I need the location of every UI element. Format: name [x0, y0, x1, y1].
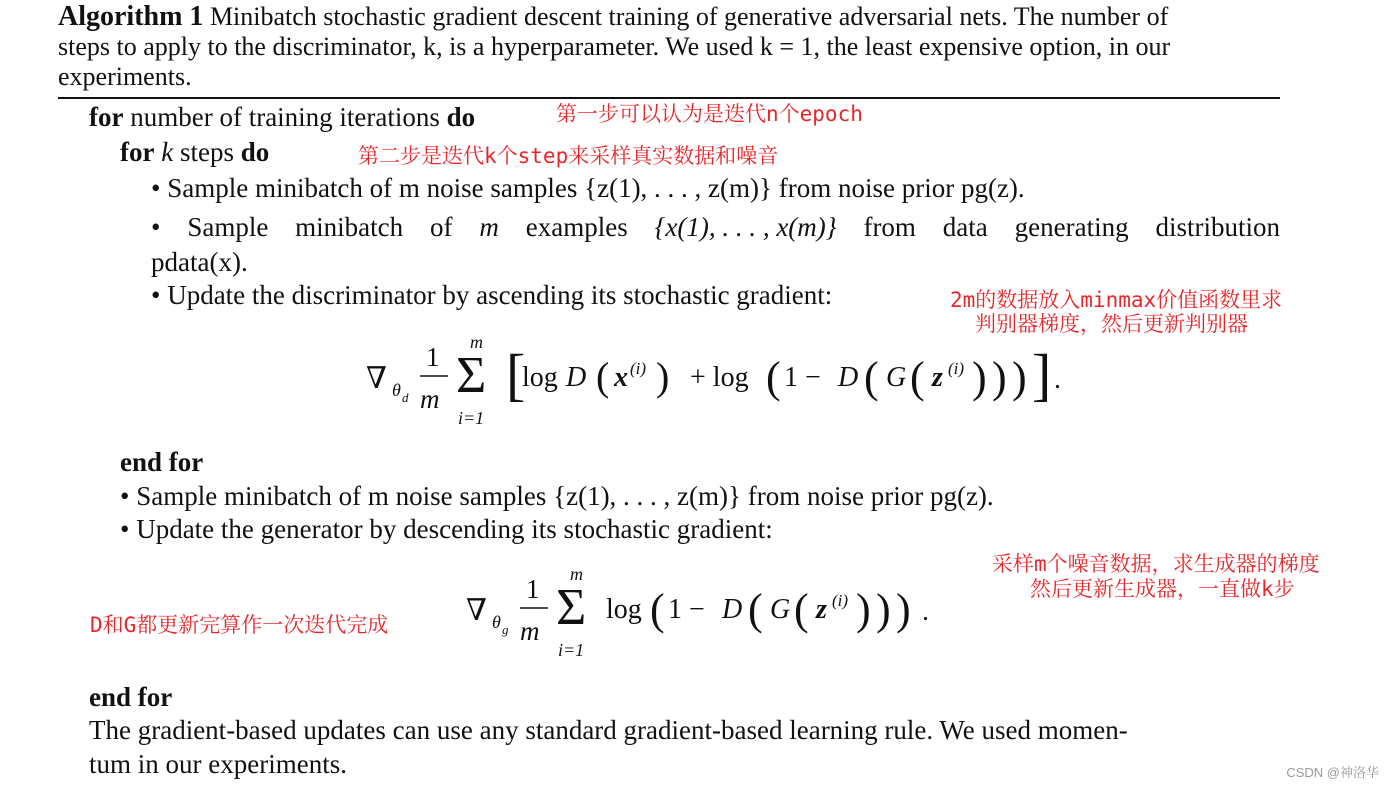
svg-text:(: (	[766, 353, 781, 402]
svg-text:Σ: Σ	[456, 347, 487, 404]
svg-text:+ log: + log	[690, 362, 749, 393]
bullet-update-discriminator: • Update the discriminator by ascending its stochastic gradient:	[151, 280, 833, 310]
footer-line2: tum in our experiments.	[89, 749, 347, 779]
svg-text:[: [	[506, 342, 526, 407]
annotation-discriminator-line2: 判别器梯度，然后更新判别器	[975, 312, 1248, 336]
svg-text:G: G	[886, 362, 907, 393]
svg-text:z: z	[816, 594, 827, 625]
svg-text:G: G	[770, 594, 791, 625]
svg-text:log: log	[606, 594, 642, 625]
svg-text:D: D	[566, 362, 587, 393]
svg-text:d: d	[402, 390, 409, 405]
svg-text:∇: ∇	[466, 594, 487, 627]
caption-rule	[58, 97, 1280, 99]
bullet-sample-noise-inner: • Sample minibatch of m noise samples {z(1), . . . , z(m)} from noise prior pg(z).	[151, 173, 1025, 203]
word: from	[863, 212, 916, 242]
annotation-generator-line1: 采样m个噪音数据，求生成器的梯度	[992, 552, 1320, 576]
svg-text:(: (	[864, 353, 879, 402]
svg-text:m: m	[470, 332, 483, 352]
svg-text:.: .	[1054, 364, 1061, 395]
svg-text:): )	[896, 585, 911, 634]
var-k: k	[161, 137, 174, 167]
svg-text:θ: θ	[492, 612, 501, 632]
annotation-discriminator-line1: 2m的数据放入minmax价值函数里求	[950, 288, 1283, 312]
keyword-for: for	[89, 102, 124, 132]
equation-generator	[460, 562, 960, 667]
footer-line1: The gradient-based updates can use any standard gradient-based learning rule. We used momen-	[89, 715, 1128, 745]
svg-text:m: m	[520, 616, 540, 646]
watermark: CSDN @神洛华	[1286, 765, 1379, 780]
svg-text:(: (	[910, 353, 925, 402]
svg-text:1: 1	[426, 342, 440, 372]
algorithm-caption-line1	[58, 2, 1168, 32]
svg-text:): )	[876, 585, 891, 634]
keyword-do: do	[446, 102, 476, 132]
bullet-update-generator: • Update the generator by descending its stochastic gradient:	[120, 514, 773, 544]
svg-text:(: (	[596, 354, 610, 399]
svg-text:): )	[972, 353, 987, 402]
for-inner-text: steps	[179, 137, 234, 167]
svg-text:log: log	[522, 362, 558, 393]
for-inner-line	[120, 137, 269, 167]
word: data	[942, 212, 988, 242]
annotation-epoch: 第一步可以认为是迭代n个epoch	[556, 102, 863, 126]
svg-text:i=1: i=1	[558, 640, 585, 660]
algorithm-caption-line2: steps to apply to the discriminator, k, is a hyperparameter. We used k = 1, the least expensive option, in our	[58, 32, 1171, 61]
svg-text:θ: θ	[392, 380, 401, 400]
svg-text:]: ]	[1032, 342, 1052, 407]
svg-text:1: 1	[526, 574, 540, 604]
word: of	[430, 212, 453, 242]
svg-text:g: g	[502, 622, 509, 637]
svg-text:m: m	[570, 564, 583, 584]
svg-text:(i): (i)	[948, 359, 965, 378]
svg-text:): )	[1012, 353, 1027, 402]
svg-text:(: (	[748, 585, 763, 634]
bullet-sample-noise-outer: • Sample minibatch of m noise samples {z(1), . . . , z(m)} from noise prior pg(z).	[120, 481, 994, 511]
equation-generator-svg	[460, 562, 960, 662]
annotation-k-steps: 第二步是迭代k个step来采样真实数据和噪音	[358, 144, 779, 168]
word: distribution	[1155, 212, 1280, 242]
svg-text:(: (	[650, 585, 665, 634]
bullet-sample-examples-line1	[151, 212, 1280, 242]
equation-discriminator-svg	[360, 330, 1080, 430]
bullet-sample-examples-line2: pdata(x).	[151, 247, 248, 277]
svg-text:(: (	[794, 585, 809, 634]
svg-text:Σ: Σ	[556, 579, 587, 636]
svg-text:.: .	[922, 596, 929, 627]
end-for-inner: end for	[120, 447, 204, 477]
svg-text:1 −: 1 −	[784, 362, 821, 393]
keyword-do: do	[240, 137, 270, 167]
word: examples	[525, 212, 628, 242]
svg-text:(i): (i)	[630, 359, 647, 378]
for-outer-line	[89, 102, 475, 132]
annotation-generator-line2: 然后更新生成器，一直做k步	[1030, 577, 1295, 601]
svg-text:D: D	[838, 362, 859, 393]
svg-text:x: x	[614, 362, 628, 393]
svg-text:i=1: i=1	[458, 408, 485, 428]
svg-text:(i): (i)	[832, 591, 849, 610]
set-x: {x(1), . . . , x(m)}	[654, 212, 837, 242]
annotation-iteration: D和G都更新完算作一次迭代完成	[90, 613, 389, 637]
for-outer-text: number of training iterations	[130, 102, 440, 132]
word: Sample	[187, 212, 269, 242]
svg-text:1 −: 1 −	[668, 594, 705, 625]
svg-text:m: m	[420, 384, 440, 414]
svg-text:D: D	[722, 594, 743, 625]
svg-text:): )	[856, 585, 871, 634]
svg-text:): )	[992, 353, 1007, 402]
equation-discriminator	[360, 330, 1080, 435]
end-for-outer: end for	[89, 682, 173, 712]
word: generating	[1014, 212, 1129, 242]
svg-text:z: z	[932, 362, 943, 393]
algorithm-caption-line3: experiments.	[58, 62, 192, 91]
keyword-for: for	[120, 137, 155, 167]
var-m: m	[479, 212, 499, 242]
caption-text-line1: Minibatch stochastic gradient descent training of generative adversarial nets. The number of	[209, 2, 1169, 31]
svg-text:): )	[656, 354, 670, 399]
algorithm-label: Algorithm 1	[58, 1, 204, 32]
svg-text:∇: ∇	[366, 362, 387, 395]
word: minibatch	[295, 212, 404, 242]
bullet-dot: •	[151, 212, 161, 242]
